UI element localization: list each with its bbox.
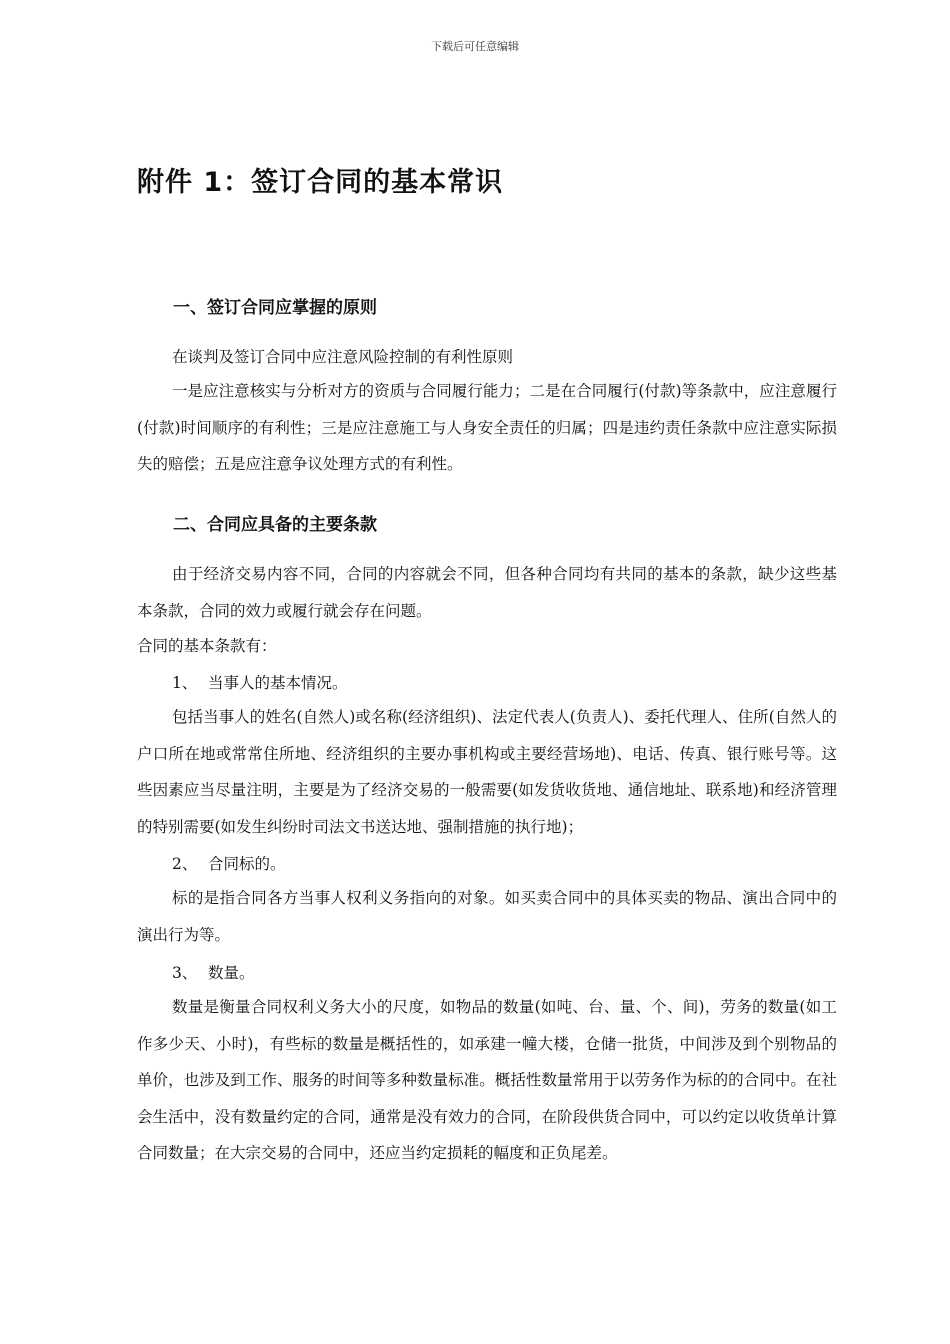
clause-1-number: 1、: [172, 674, 198, 692]
clause-1-title: [172, 672, 348, 694]
clause-3-body: 数量是衡量合同权利义务大小的尺度，如物品的数量(如吨、台、量、个、间)，劳务的数量(如工作多少天、小时)，有些标的数量是概括性的，如承建一幢大楼，仓储一批货，中间涉及到个别物品的单价，也涉及到工作、服务的时间等多种数量标准。概括性数量常用于以劳务作为标的的合同中。在社会生活中，没有数量约定的合同，通常是没有效力的合同，在阶段供货合同中，可以约定以收货单计算合同数量；在大宗交易的合同中，还应当约定损耗的幅度和正负尾差。: [137, 998, 837, 1162]
document-title: 附件 1：签订合同的基本常识: [137, 167, 504, 198]
section-2-intro: 由于经济交易内容不同，合同的内容就会不同，但各种合同均有共同的基本的条款，缺少这些基本条款，合同的效力或履行就会存在问题。: [137, 565, 837, 620]
clause-2-title-text: 合同标的。: [208, 855, 286, 873]
basic-clauses-label: 合同的基本条款有：: [137, 637, 277, 655]
clause-3-number: 3、: [172, 964, 198, 982]
clause-1-body: 包括当事人的姓名(自然人)或名称(经济组织)、法定代表人(负责人)、委托代理人、住所(自然人的户口所在地或常常住所地、经济组织的主要办事机构或主要经营场地)、电话、传真、银行账号等。这些因素应当尽量注明，主要是为了经济交易的一般需要(如发货收货地、通信地址、联系地)和经济管理的特别需要(如发生纠纷时司法文书送达地、强制措施的执行地)；: [137, 708, 837, 836]
section-1-paragraph: 一是应注意核实与分析对方的资质与合同履行能力；二是在合同履行(付款)等条款中，应注意履行(付款)时间顺序的有利性；三是应注意施工与人身安全责任的归属；四是违约责任条款中应注意实际损失的赔偿；五是应注意争议处理方式的有利性。: [137, 382, 837, 473]
clause-2-title: [172, 853, 286, 875]
clause-1-title-text: 当事人的基本情况。: [208, 674, 348, 692]
section-2-heading: 二、合同应具备的主要条款: [173, 515, 377, 535]
clause-3-title: [172, 962, 255, 984]
page-header: 下载后可任意编辑: [431, 40, 519, 53]
section-1-subheading: 在谈判及签订合同中应注意风险控制的有利性原则: [172, 348, 514, 366]
clause-3-title-text: 数量。: [208, 964, 255, 982]
clause-2-number: 2、: [172, 855, 198, 873]
section-1-heading: 一、签订合同应掌握的原则: [173, 298, 377, 318]
clause-2-body: 标的是指合同各方当事人权利义务指向的对象。如买卖合同中的具体买卖的物品、演出合同中的演出行为等。: [137, 889, 837, 944]
